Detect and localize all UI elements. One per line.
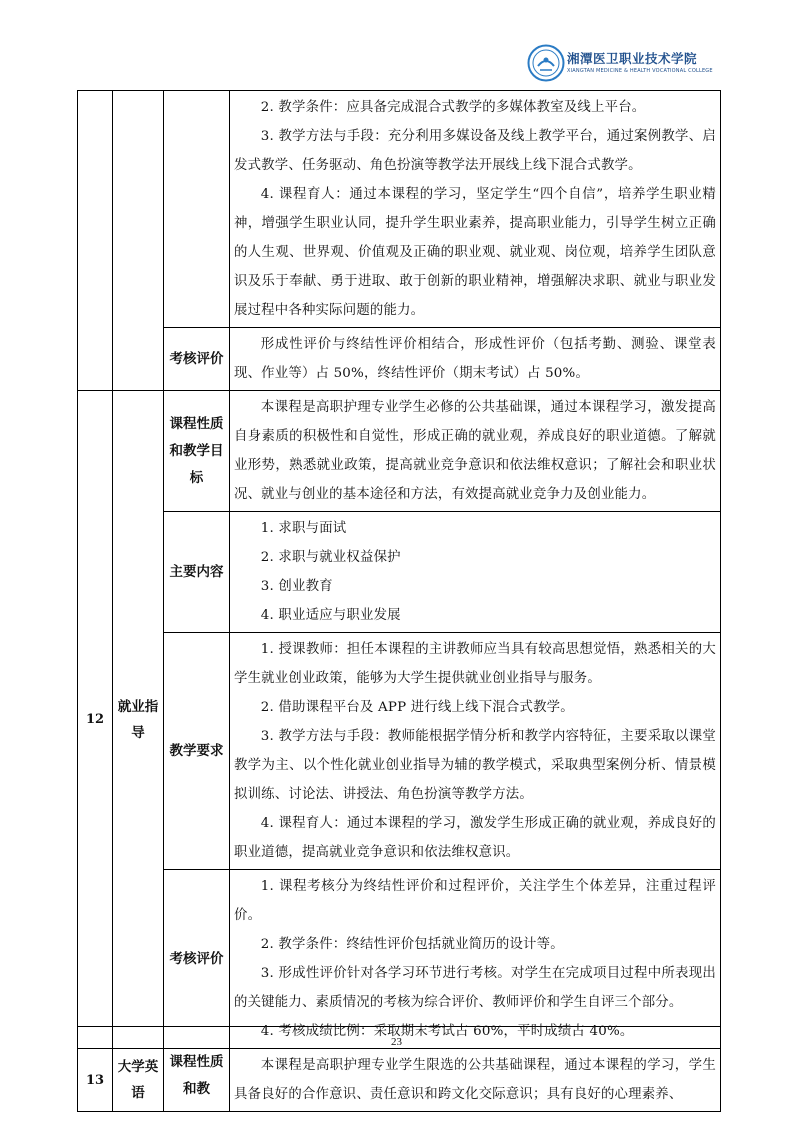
list-item: 2. 求职与就业权益保护 [260, 550, 401, 565]
paragraph: 3. 教学方法与手段：充分利用多媒设备及线上教学平台，通过案例教学、启发式教学、任务驱动、角色扮演等教学法开展线上线下混合式教学。 [234, 129, 716, 173]
paragraph: 2. 教学条件：应具备完成混合式教学的多媒体教室及线上平台。 [260, 100, 646, 115]
paragraph: 1. 授课教师：担任本课程的主讲教师应当具有较高思想觉悟，熟悉相关的大学生就业创业政策，能够为大学生提供就业创业指导与服务。 [234, 642, 716, 686]
course-name: 就业指导 [113, 391, 164, 1049]
table-row [78, 1049, 721, 1112]
paragraph: 2. 借助课程平台及 APP 进行线上线下混合式教学。 [260, 700, 574, 715]
course-number: 13 [78, 1049, 113, 1112]
paragraph: 2. 教学条件：终结性评价包括就业简历的设计等。 [260, 937, 564, 952]
course-number-cell [78, 91, 113, 391]
teaching-label: 教学要求 [164, 633, 230, 870]
school-name-cn: 湘潭医卫职业技术学院 [567, 51, 698, 66]
paragraph: 4. 课程育人：通过本课程的学习，坚定学生“四个自信”，培养学生职业精神，增强学生职业认同，提升学生职业素养，提高职业能力，引导学生树立正确的人生观、世界观、价值观及正确的职业观、就业观、岗位观，培养学生团队意识及乐于奉献、勇于进取、敢于创新的职业精神，增强解决求职、就业与职业发展过程中各种实际问题的能力。 [234, 187, 716, 318]
list-item: 3. 创业教育 [260, 579, 333, 594]
paragraph: 3. 教学方法与手段：教师能根据学情分析和教学内容特征，主要采取以课堂教学为主、以个性化就业创业指导为辅的教学模式，采取典型案例分析、情景模拟训练、讨论法、讲授法、角色扮演等教学方法。 [234, 729, 716, 802]
table-row [78, 91, 721, 328]
table-row [78, 512, 721, 633]
paragraph: 1. 课程考核分为终结性评价和过程评价，关注学生个体差异，注重过程评价。 [234, 879, 716, 923]
paragraph: 4. 考核成绩比例：采取期末考试占 60%，平时成绩占 40%。 [260, 1024, 634, 1039]
school-emblem-icon [527, 44, 565, 82]
course-number: 12 [78, 391, 113, 1049]
nature-cell [230, 391, 721, 512]
list-item: 4. 职业适应与职业发展 [260, 608, 401, 623]
table-row [78, 391, 721, 512]
main-content-cell [230, 512, 721, 633]
nature-label: 课程性质和教 [164, 1049, 230, 1112]
table-row [78, 328, 721, 391]
school-logo [527, 44, 717, 86]
paragraph: 3. 形成性评价针对各学习环节进行考核。对学生在完成项目过程中所表现出的关键能力、素质情况的考核为综合评价、教师评价和学生自评三个部分。 [234, 966, 716, 1010]
list-item: 1. 求职与面试 [260, 521, 347, 536]
content-label: 主要内容 [164, 512, 230, 633]
page-number: 23 [391, 1036, 402, 1048]
paragraph: 4. 课程育人：通过本课程的学习，激发学生形成正确的就业观，养成良好的职业道德，提高就业竞争意识和依法维权意识。 [234, 816, 716, 860]
nature-label: 课程性质和教学目标 [164, 391, 230, 512]
assessment-label: 考核评价 [164, 328, 230, 391]
paragraph: 形成性评价与终结性评价相结合，形成性评价（包括考勤、测验、课堂表现、作业等）占 50%，终结性评价（期末考试）占 50%。 [234, 337, 716, 381]
table-row [78, 633, 721, 870]
course-name-cell [113, 91, 164, 391]
school-name-en: XIANGTAN MEDICINE & HEALTH VOCATIONAL COLLEGE [567, 68, 713, 74]
paragraph: 本课程是高职护理专业学生必修的公共基础课，通过本课程学习，激发提高自身素质的积极性和自觉性，形成正确的就业观，养成良好的职业道德。了解就业形势，熟悉就业政策，提高就业竞争意识和依法维权意识；了解社会和职业状况、就业与创业的基本途径和方法，有效提高就业竞争力及创业能力。 [234, 400, 716, 502]
assessment-cell [230, 328, 721, 391]
nature-cell [230, 1049, 721, 1112]
course-name: 大学英语 [113, 1049, 164, 1112]
assessment-cell [230, 870, 721, 1049]
paragraph: 本课程是高职护理专业学生限选的公共基础课程，通过本课程的学习，学生具备良好的合作意识、责任意识和跨文化交际意识；具有良好的心理素养、 [234, 1058, 716, 1102]
assessment-label: 考核评价 [164, 870, 230, 1049]
label-cell [164, 91, 230, 328]
teaching-requirements-cell [230, 91, 721, 328]
teaching-requirements-cell [230, 633, 721, 870]
table-row [78, 870, 721, 1049]
